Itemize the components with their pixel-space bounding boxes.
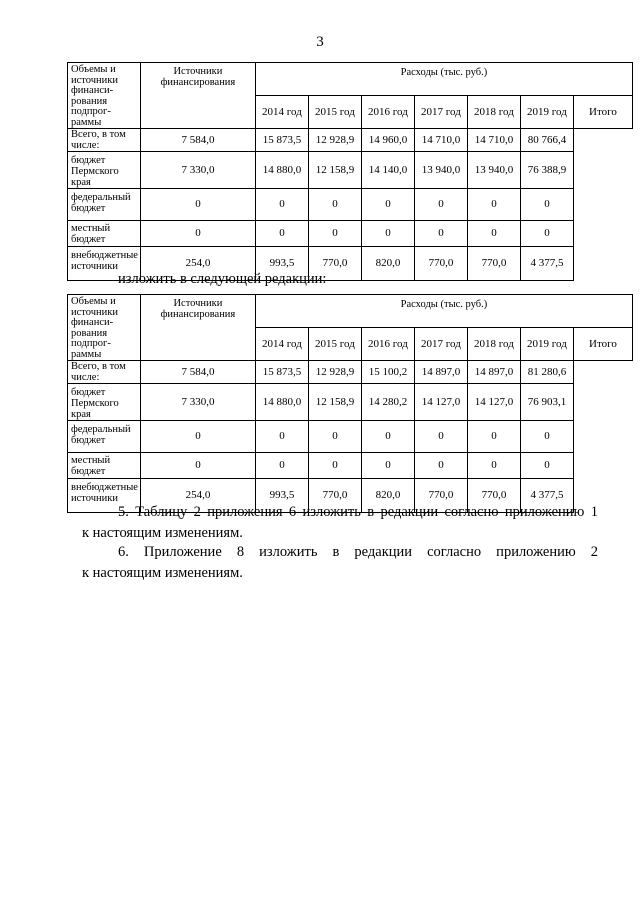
value-cell: 0 (467, 453, 520, 479)
value-cell: 0 (140, 221, 255, 247)
value-cell: 0 (467, 421, 520, 453)
total-cell: 0 (520, 453, 573, 479)
table-new-version (67, 294, 633, 513)
value-cell: 0 (255, 421, 308, 453)
value-cell: 0 (308, 453, 361, 479)
value-cell: 14 710,0 (414, 129, 467, 152)
value-cell: 254,0 (140, 247, 255, 281)
value-cell: 770,0 (414, 479, 467, 513)
value-cell: 0 (361, 221, 414, 247)
total-cell: 0 (520, 421, 573, 453)
value-cell: 12 158,9 (308, 152, 361, 189)
total-header: Итого (573, 328, 632, 361)
value-cell: 0 (414, 189, 467, 221)
intro-text: изложить в следующей редакции: (118, 271, 327, 287)
value-cell: 15 873,5 (255, 361, 308, 384)
year-header: 2015 год (308, 328, 361, 361)
year-header: 2018 год (467, 96, 520, 129)
source-cell: федеральный бюджет (68, 421, 141, 453)
year-header: 2014 год (255, 328, 308, 361)
year-header: 2019 год (520, 96, 573, 129)
value-cell: 820,0 (361, 479, 414, 513)
paragraph-5-line2: к настоящим изменениям. (82, 525, 243, 541)
value-cell: 14 960,0 (361, 129, 414, 152)
value-cell: 14 280,2 (361, 384, 414, 421)
total-cell: 4 377,5 (520, 247, 573, 281)
paragraph-5-line1: 5. Таблицу 2 приложения 6 изложить в редакции согласно приложению 1 (118, 504, 598, 520)
value-cell: 770,0 (414, 247, 467, 281)
total-cell: 4 377,5 (520, 479, 573, 513)
value-cell: 0 (467, 221, 520, 247)
value-cell: 993,5 (255, 479, 308, 513)
page-number: 3 (316, 34, 324, 50)
source-cell: местный бюджет (68, 453, 141, 479)
value-cell: 13 940,0 (414, 152, 467, 189)
value-cell: 0 (361, 421, 414, 453)
value-cell: 820,0 (361, 247, 414, 281)
volumes-label-cell: Объемы и источники финанси-рования подпрог-раммы (68, 295, 141, 361)
value-cell: 14 897,0 (467, 361, 520, 384)
total-cell: 80 766,4 (520, 129, 573, 152)
value-cell: 770,0 (308, 479, 361, 513)
value-cell: 770,0 (308, 247, 361, 281)
value-cell: 770,0 (467, 479, 520, 513)
total-cell: 0 (520, 221, 573, 247)
expenses-header: Расходы (тыс. руб.) (255, 295, 632, 328)
value-cell: 0 (308, 221, 361, 247)
source-cell: Всего, в том числе: (68, 361, 141, 384)
paragraph-6-line2: к настоящим изменениям. (82, 565, 243, 581)
value-cell: 770,0 (467, 247, 520, 281)
value-cell: 14 710,0 (467, 129, 520, 152)
value-cell: 0 (308, 421, 361, 453)
source-cell: бюджет Пермского края (68, 152, 141, 189)
year-header: 2017 год (414, 96, 467, 129)
value-cell: 7 584,0 (140, 361, 255, 384)
sources-header: Источники финансирования (140, 63, 255, 129)
year-header: 2019 год (520, 328, 573, 361)
year-header: 2016 год (361, 96, 414, 129)
value-cell: 254,0 (140, 479, 255, 513)
source-cell: бюджет Пермского края (68, 384, 141, 421)
source-cell: Всего, в том числе: (68, 129, 141, 152)
value-cell: 14 880,0 (255, 152, 308, 189)
value-cell: 14 897,0 (414, 361, 467, 384)
value-cell: 14 880,0 (255, 384, 308, 421)
value-cell: 7 584,0 (140, 129, 255, 152)
expenses-header: Расходы (тыс. руб.) (255, 63, 632, 96)
source-cell: федеральный бюджет (68, 189, 141, 221)
value-cell: 15 873,5 (255, 129, 308, 152)
value-cell: 14 127,0 (467, 384, 520, 421)
source-cell: местный бюджет (68, 221, 141, 247)
value-cell: 14 127,0 (414, 384, 467, 421)
value-cell: 7 330,0 (140, 384, 255, 421)
value-cell: 993,5 (255, 247, 308, 281)
value-cell: 0 (414, 221, 467, 247)
value-cell: 0 (140, 421, 255, 453)
value-cell: 0 (255, 453, 308, 479)
value-cell: 12 928,9 (308, 361, 361, 384)
value-cell: 0 (308, 189, 361, 221)
year-header: 2017 год (414, 328, 467, 361)
total-cell: 81 280,6 (520, 361, 573, 384)
source-cell: внебюджетные источники (68, 479, 141, 513)
value-cell: 14 140,0 (361, 152, 414, 189)
value-cell: 12 158,9 (308, 384, 361, 421)
value-cell: 15 100,2 (361, 361, 414, 384)
total-header: Итого (573, 96, 632, 129)
value-cell: 13 940,0 (467, 152, 520, 189)
year-header: 2016 год (361, 328, 414, 361)
year-header: 2015 год (308, 96, 361, 129)
value-cell: 0 (140, 189, 255, 221)
value-cell: 0 (414, 453, 467, 479)
value-cell: 0 (467, 189, 520, 221)
total-cell: 0 (520, 189, 573, 221)
source-cell: внебюджетные источники (68, 247, 141, 281)
value-cell: 7 330,0 (140, 152, 255, 189)
value-cell: 0 (414, 421, 467, 453)
year-header: 2018 год (467, 328, 520, 361)
value-cell: 0 (255, 189, 308, 221)
sources-header: Источники финансирования (140, 295, 255, 361)
value-cell: 12 928,9 (308, 129, 361, 152)
value-cell: 0 (140, 453, 255, 479)
paragraph-6-line1: 6. Приложение 8 изложить в редакции согласно приложению 2 (118, 544, 598, 560)
year-header: 2014 год (255, 96, 308, 129)
total-cell: 76 388,9 (520, 152, 573, 189)
total-cell: 76 903,1 (520, 384, 573, 421)
volumes-label-cell: Объемы и источники финанси-рования подпрог-раммы (68, 63, 141, 129)
table-current-version (67, 62, 633, 281)
value-cell: 0 (361, 189, 414, 221)
value-cell: 0 (255, 221, 308, 247)
value-cell: 0 (361, 453, 414, 479)
